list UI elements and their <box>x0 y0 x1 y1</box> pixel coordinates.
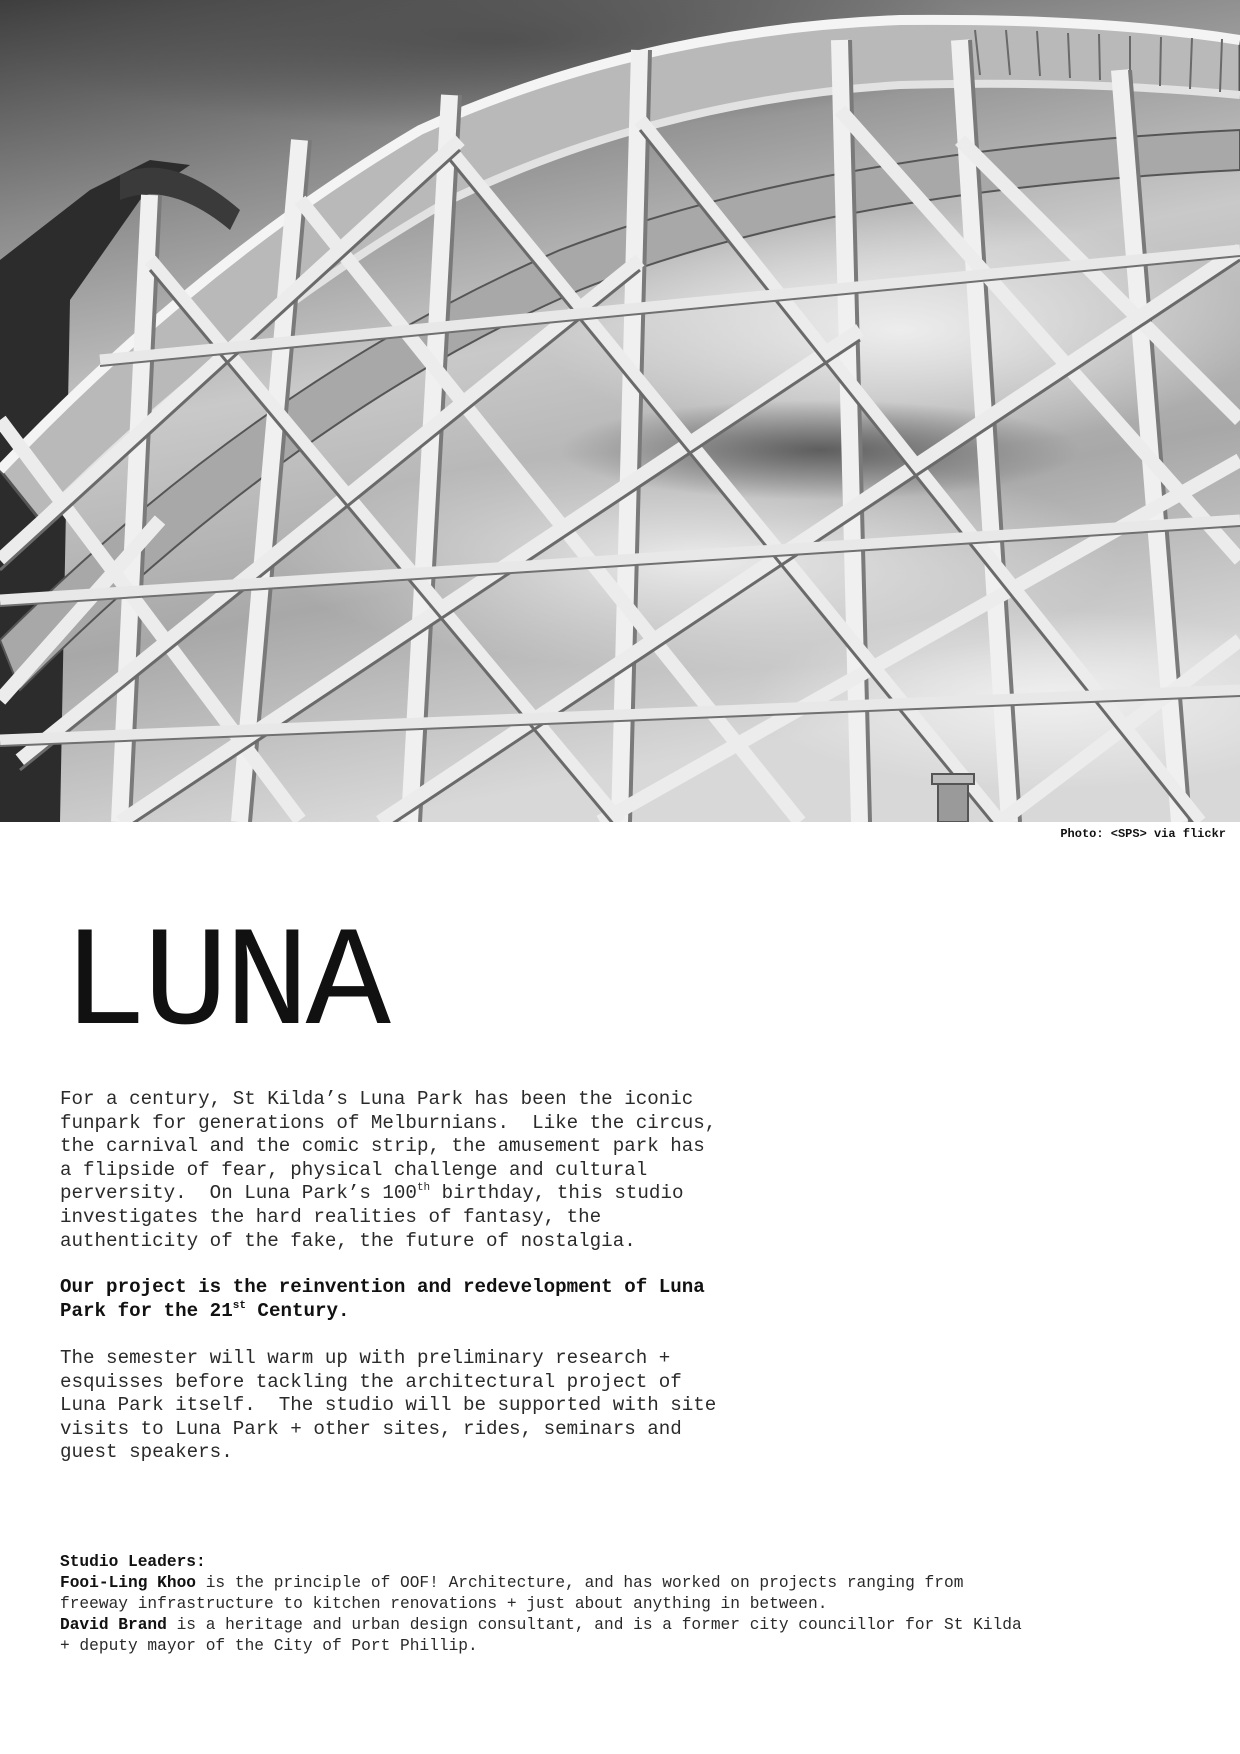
roller-coaster-illustration <box>0 0 1240 822</box>
studio-leaders-heading: Studio Leaders: <box>60 1553 206 1571</box>
leader-name-david-brand: David Brand <box>60 1616 167 1634</box>
page-title: LUNA <box>62 905 387 1066</box>
intro-superscript: th <box>416 1182 431 1195</box>
semester-paragraph: The semester will warm up with preliminary research + esquisses before tackling the architectural project of Luna Park itself. The studio will be supported with site visits to Luna Park + other sites, rides, seminars and guest speakers. <box>60 1347 717 1464</box>
project-text-2: Century. <box>245 1299 350 1322</box>
leader-name-fooi-ling-khoo: Fooi-Ling Khoo <box>60 1574 196 1592</box>
photo-credit: Photo: <SPS> via flickr <box>1060 827 1226 841</box>
hero-photo <box>0 0 1240 822</box>
studio-leaders-section <box>60 1552 1220 1657</box>
project-superscript: st <box>232 1299 246 1312</box>
leader-bio-david-brand: is a heritage and urban design consultant, and is a former city councillor for St Kilda + deputy mayor of the City of Port Phillip. <box>60 1616 1022 1655</box>
intro-text-2: birthday, this studio investigates the hard realities of fantasy, the authenticity of the fake, the future of nostalgia. <box>60 1182 684 1252</box>
project-text-1: Our project is the reinvention and redevelopment of Luna Park for the 21 <box>60 1276 705 1322</box>
leader-bio-fooi-ling-khoo: is the principle of OOF! Architecture, and has worked on projects ranging from freeway infrastructure to kitchen renovations + just about anything in between. <box>60 1574 964 1613</box>
intro-paragraph <box>60 1088 820 1253</box>
intro-text-1: For a century, St Kilda’s Luna Park has been the iconic funpark for generations of Melburnians. Like the circus, the carnival and the comic strip, the amusement park has a flipside of fear, physical challenge and cultural perversity. On Luna Park’s 100 <box>60 1088 717 1205</box>
project-statement <box>60 1276 820 1323</box>
